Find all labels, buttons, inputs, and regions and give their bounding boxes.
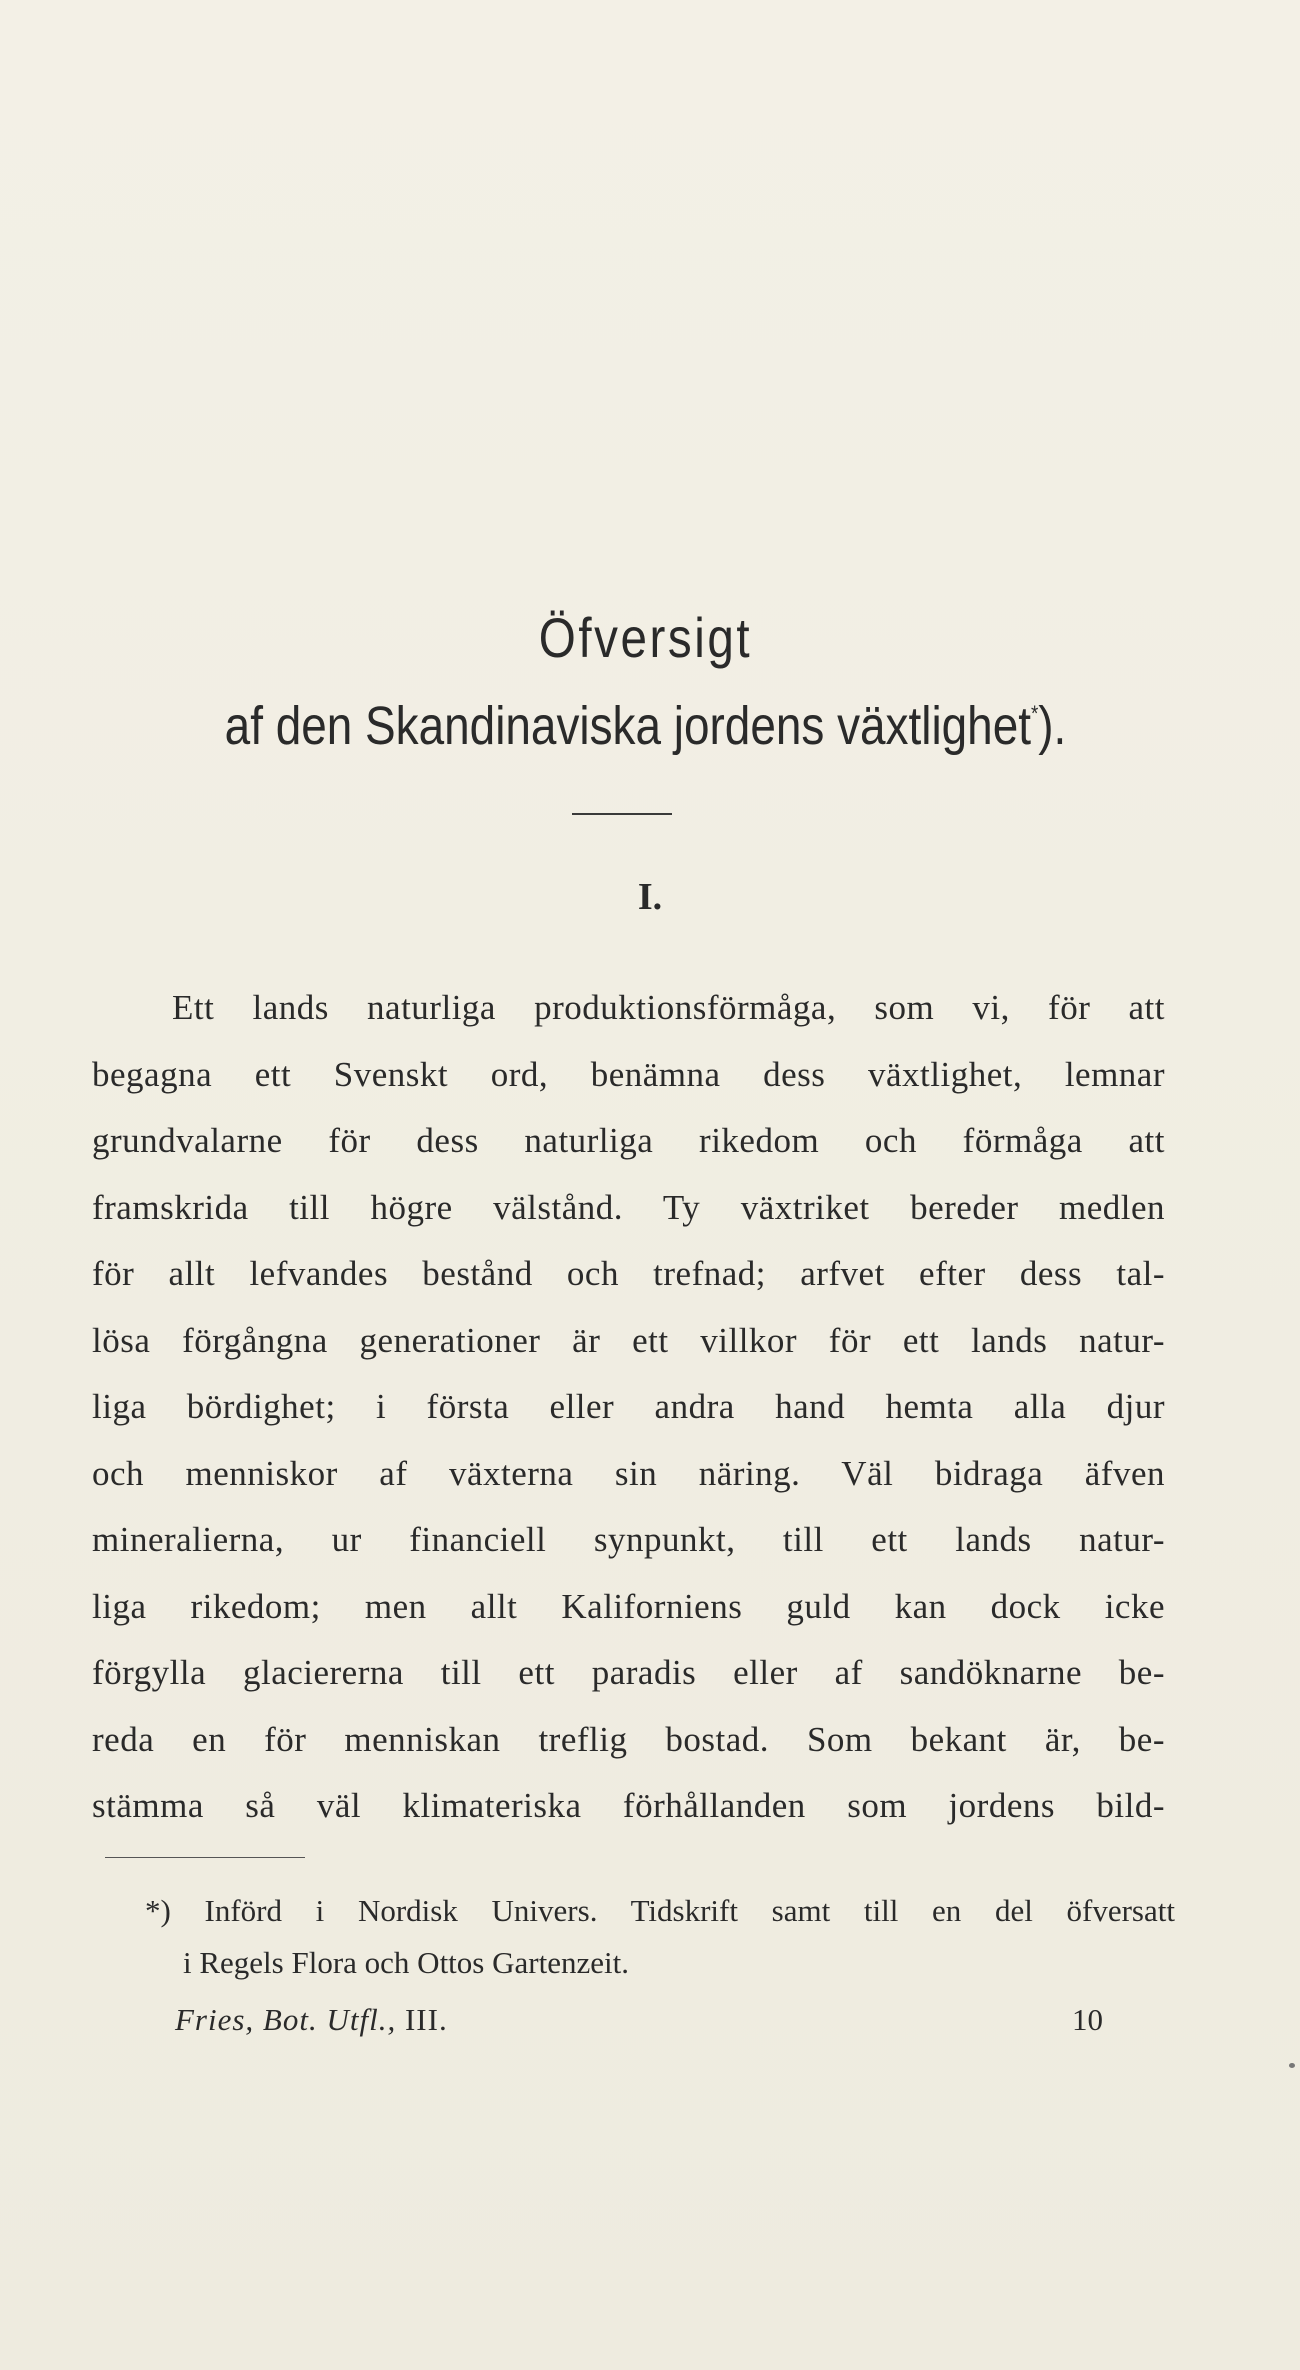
section-number: I. [637,876,663,918]
footnote-line: i Regels Flora och Ottos Gartenzeit. [183,1945,629,1980]
body-line: förgylla glaciererna till ett paradis eller af sandöknarne be- [92,1653,1165,1692]
body-line: stämma så väl klimateriska förhållanden som jordens bild- [92,1786,1165,1825]
footnote-divider [105,1857,305,1858]
footnote-reference-mark: * [1030,701,1039,726]
signature-volume: III. [404,2002,448,2037]
body-line: Ett lands naturliga produktionsförmåga, som vi, för att [172,988,1165,1027]
subtitle-end: ). [1038,696,1067,756]
body-line: för allt lefvandes bestånd och trefnad; arfvet efter dess tal- [92,1254,1165,1293]
body-line: och menniskor af växterna sin näring. Väl bidraga äfven [92,1453,1165,1493]
signature-title: Fries, Bot. Utfl., [175,2002,397,2037]
signature-mark [175,2002,448,2038]
footnote [145,1885,1175,1989]
body-line: reda en för menniskan treflig bostad. Som bekant är, be- [92,1719,1165,1759]
title-divider [572,813,672,815]
body-line: lösa förgångna generationer är ett villkor för ett lands natur- [92,1320,1165,1360]
body-line: liga bördighet; i första eller andra hand hemta alla djur [92,1387,1165,1426]
footnote-line: *) Införd i Nordisk Univers. Tidskrift samt till en del öfversatt [145,1893,1175,1928]
body-line: liga rikedom; men allt Kaliforniens guld kan dock icke [92,1586,1165,1626]
body-paragraph [92,975,1165,1840]
subtitle-text: af den Skandinaviska jordens växtlighet [224,696,1031,756]
page-subtitle [93,695,1198,757]
body-line: framskrida till högre välstånd. Ty växtriket bereder medlen [92,1187,1165,1227]
body-line: begagna ett Svenskt ord, benämna dess växtlighet, lemnar [92,1054,1165,1094]
body-line: mineralierna, ur financiell synpunkt, till ett lands natur- [92,1520,1165,1559]
page-number: 10 [1072,2002,1103,2037]
paper-speck [1289,2063,1295,2068]
page-title: Öfversigt [538,606,753,669]
body-line: grundvalarne för dess naturliga rikedom och förmåga att [92,1121,1165,1160]
